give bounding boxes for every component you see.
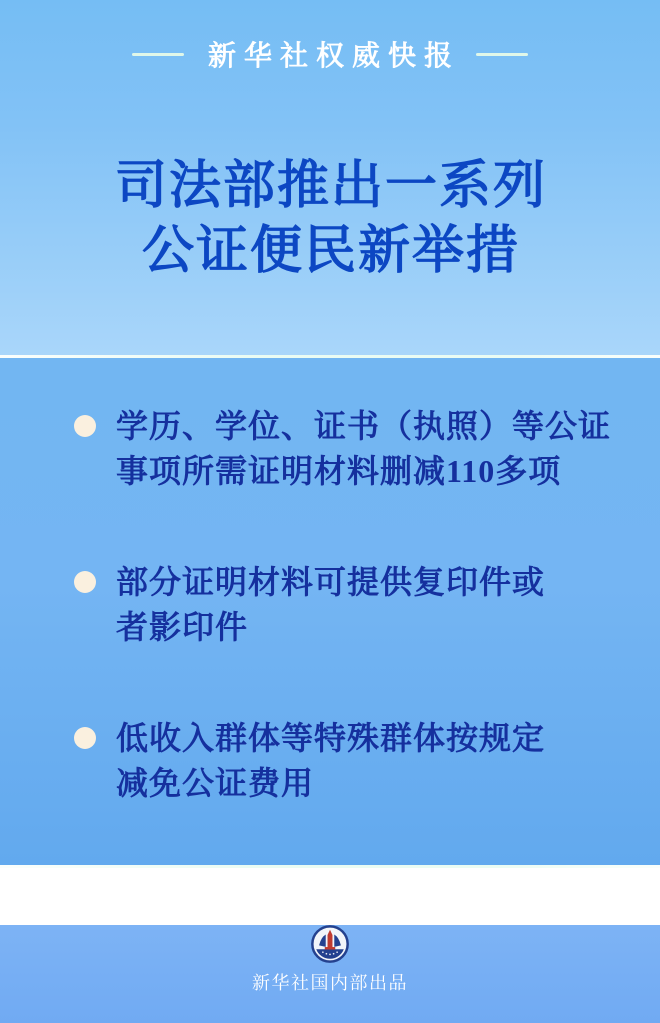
bullet-text	[116, 560, 545, 650]
top-section	[0, 0, 660, 355]
bullet-text-line: 者影印件	[116, 609, 249, 645]
bullet-text	[116, 716, 545, 806]
footer-section	[0, 925, 660, 1023]
headline	[0, 154, 660, 284]
list-item	[74, 716, 660, 806]
list-item	[74, 404, 660, 494]
section-divider-bottom	[0, 865, 660, 868]
bullet-text-line: 减免公证费用	[116, 765, 315, 801]
headline-line-2: 公证便民新举措	[141, 222, 520, 280]
bullet-text-line: 事项所需证明材料删减110多项	[116, 453, 562, 489]
bullet-text	[116, 404, 611, 494]
badge-line-right	[476, 53, 528, 56]
footer-caption: 新华社国内部出品	[252, 973, 408, 993]
bullet-text-line: 部分证明材料可提供复印件或	[116, 564, 546, 600]
badge	[0, 0, 660, 74]
bullet-text-line: 低收入群体等特殊群体按规定	[116, 720, 546, 756]
xinhua-emblem-icon	[311, 925, 349, 963]
badge-label: 新华社权威快报	[207, 40, 460, 71]
badge-line-left	[132, 53, 184, 56]
bullet-dot-icon	[74, 727, 96, 749]
bullets-section	[0, 358, 660, 865]
bullet-dot-icon	[74, 415, 96, 437]
list-item	[74, 560, 660, 650]
bullet-list	[0, 358, 660, 806]
bullet-dot-icon	[74, 571, 96, 593]
bullet-text-line: 学历、学位、证书（执照）等公证	[116, 408, 612, 444]
headline-line-1: 司法部推出一系列	[114, 157, 547, 215]
